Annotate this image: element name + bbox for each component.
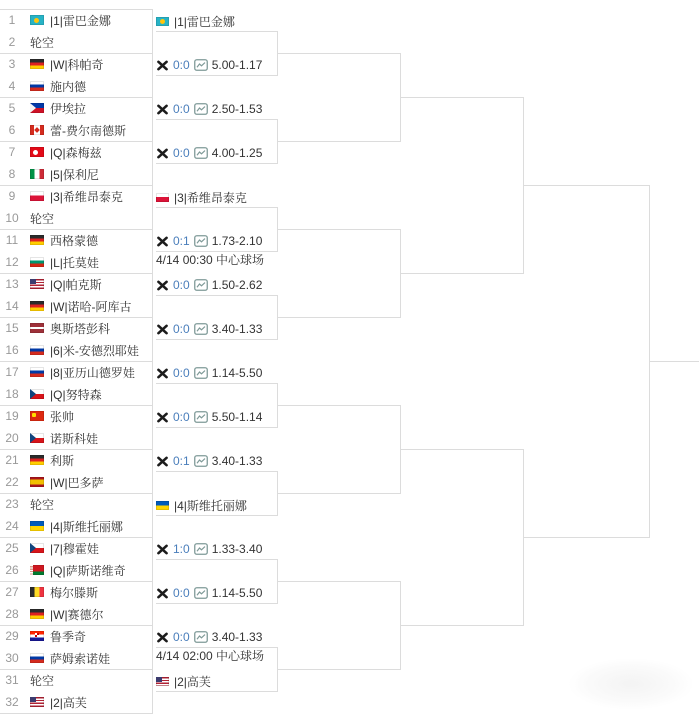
bracket-line [0,53,153,54]
bracket-advanced-player[interactable] [156,11,277,32]
draw-list-row[interactable] [0,603,152,625]
player-name: 张帅 [50,409,75,424]
row-number: 2 [8,35,16,49]
flag-icon-kz [30,15,44,25]
draw-list-row[interactable] [0,339,152,361]
player-name: 轮空 [30,35,55,50]
bracket-line [277,141,400,142]
match-score: 0:0 [173,278,190,292]
crossed-rackets-icon [156,543,169,556]
flag-icon-es [30,477,44,487]
bracket-match[interactable] [156,363,277,384]
player-name: |L|托莫娃 [50,255,99,270]
bracket-line [523,185,649,186]
flag-icon-de [30,609,44,619]
flag-icon-lv [30,323,44,333]
bracket-match[interactable] [156,275,277,296]
flag-icon-pl [156,193,169,202]
row-number: 18 [5,387,19,401]
match-score: 1:0 [173,542,190,556]
odds-history-chart-icon[interactable] [194,631,208,643]
match-odds: 3.40-1.33 [211,322,263,336]
bracket-match[interactable] [156,319,277,340]
draw-list-row[interactable] [0,537,152,559]
row-number: 19 [5,409,19,423]
row-number: 17 [5,365,19,379]
odds-history-chart-icon[interactable] [194,587,208,599]
match-score: 0:0 [173,102,190,116]
match-odds: 1.73-2.10 [211,234,263,248]
player-name: |Q|萨斯诺维奇 [50,563,126,578]
player-name: 奥斯塔彭科 [50,321,111,336]
bracket-line [0,97,153,98]
crossed-rackets-icon [156,631,169,644]
flag-icon-ua [156,501,169,510]
row-number: 23 [5,497,19,511]
draw-list-row[interactable] [0,625,152,647]
match-score: 0:1 [173,234,190,248]
draw-list-row[interactable] [0,581,152,603]
match-score: 0:0 [173,58,190,72]
player-name: |Q|努特森 [50,387,102,402]
row-number: 26 [5,563,19,577]
draw-list-row[interactable] [0,383,152,405]
flag-icon-cz [30,433,44,443]
odds-history-chart-icon[interactable] [194,411,208,423]
bracket-match[interactable] [156,451,277,472]
bracket-match[interactable] [156,99,277,120]
bracket-match[interactable] [156,583,277,604]
player-name: 鲁季奇 [50,629,87,644]
row-number: 21 [5,453,19,467]
player-name: |W|赛德尔 [50,607,104,622]
crossed-rackets-icon [156,147,169,160]
crossed-rackets-icon [156,411,169,424]
flag-icon-ph [30,103,44,113]
draw-list-row[interactable] [0,493,152,515]
crossed-rackets-icon [156,59,169,72]
draw-list-row[interactable] [0,141,152,163]
draw-list-row[interactable] [0,471,152,493]
player-name: |3|希维昂泰克 [50,189,123,204]
bracket-line [0,537,153,538]
row-number: 4 [8,79,16,93]
draw-list-row[interactable] [0,185,152,207]
match-odds: 3.40-1.33 [211,630,263,644]
draw-list-row[interactable] [0,31,152,53]
player-name: |W|巴多萨 [50,475,104,490]
row-number: 11 [5,233,19,247]
row-number: 14 [5,299,19,313]
player-name: 萨姆索诺娃 [50,651,111,666]
watermark [568,658,694,710]
bracket-line [0,141,153,142]
match-score: 0:0 [173,366,190,380]
row-number: 8 [8,167,16,181]
player-name: |W|诺哈-阿库古 [50,299,132,314]
bracket-line [277,581,400,582]
match-odds: 2.50-1.53 [211,102,263,116]
odds-history-chart-icon[interactable] [194,323,208,335]
draw-list-row[interactable] [0,75,152,97]
flag-icon-hr [30,631,44,641]
flag-icon-us [30,697,44,707]
match-odds: 4.00-1.25 [211,146,263,160]
player-name: 轮空 [30,211,55,226]
row-number: 3 [8,57,16,71]
row-number: 9 [8,189,16,203]
row-number: 20 [5,431,19,445]
flag-icon-de [30,59,44,69]
row-number: 5 [8,101,16,115]
flag-icon-it [30,169,44,179]
advanced-player-name: |1|雷巴金娜 [174,14,235,29]
bracket-line [649,361,699,362]
bracket-line [277,493,400,494]
match-odds: 3.40-1.33 [211,454,263,468]
crossed-rackets-icon [156,279,169,292]
player-name: |1|雷巴金娜 [50,13,111,28]
bracket-line [277,229,400,230]
flag-icon-ru [30,81,44,91]
match-schedule: 4/14 00:30 中心球场 [156,253,265,267]
bracket-line [400,273,523,274]
bracket-advanced-player[interactable] [156,671,277,692]
draw-list-row[interactable] [0,229,152,251]
bracket-match[interactable] [156,143,277,164]
match-odds: 1.50-2.62 [211,278,263,292]
odds-history-chart-icon[interactable] [194,543,208,555]
row-number: 24 [5,519,19,533]
bracket-line [277,669,400,670]
flag-icon-ru [30,345,44,355]
flag-icon-be [30,587,44,597]
odds-history-chart-icon[interactable] [194,279,208,291]
odds-history-chart-icon[interactable] [194,147,208,159]
player-name: |5|保利尼 [50,167,99,182]
flag-icon-ua [30,521,44,531]
draw-list-row[interactable] [0,53,152,75]
flag-icon-by [30,565,44,575]
row-number: 6 [8,123,16,137]
odds-history-chart-icon[interactable] [194,455,208,467]
bracket-line [523,537,649,538]
bracket-line [277,53,400,54]
flag-icon-cz [30,389,44,399]
match-odds: 1.14-5.50 [211,586,263,600]
player-name: |Q|森梅兹 [50,145,102,160]
bracket-line [0,317,153,318]
player-name: 伊埃拉 [50,101,87,116]
crossed-rackets-icon [156,323,169,336]
draw-list-row[interactable] [0,9,152,31]
match-odds: 1.33-3.40 [211,542,263,556]
flag-icon-us [30,279,44,289]
bracket-match[interactable] [156,407,277,428]
draw-list-row[interactable] [0,405,152,427]
player-name: 蕾-费尔南德斯 [50,123,126,138]
player-name: |Q|帕克斯 [50,277,102,292]
player-name: |2|高芙 [50,695,87,710]
flag-icon-de [30,235,44,245]
draw-list-row[interactable] [0,427,152,449]
bracket-line [277,317,400,318]
player-name: |6|米-安德烈耶娃 [50,343,139,358]
advanced-player-name: |4|斯维托丽娜 [174,498,247,513]
crossed-rackets-icon [156,367,169,380]
draw-list-row[interactable] [0,273,152,295]
crossed-rackets-icon [156,235,169,248]
advanced-player-name: |3|希维昂泰克 [174,190,247,205]
row-number: 15 [5,321,19,335]
row-number: 29 [5,629,19,643]
bracket-match[interactable] [156,539,277,560]
flag-icon-tr [30,147,44,157]
bracket-advanced-player[interactable] [156,187,277,208]
row-number: 27 [5,585,19,599]
bracket-line [0,273,153,274]
draw-list-row[interactable] [0,119,152,141]
player-name: |7|穆霍娃 [50,541,99,556]
draw-list-row[interactable] [0,449,152,471]
odds-history-chart-icon[interactable] [194,235,208,247]
player-name: 梅尔滕斯 [50,585,99,600]
draw-list-row[interactable] [0,647,152,669]
flag-icon-cz [30,543,44,553]
draw-list-row[interactable] [0,691,152,713]
draw-list-row[interactable] [0,559,152,581]
player-name: 施内德 [50,79,87,94]
flag-icon-de [30,455,44,465]
player-name: |8|亚历山德罗娃 [50,365,135,380]
match-score: 0:0 [173,410,190,424]
match-odds: 5.50-1.14 [211,410,263,424]
draw-list-row[interactable] [0,669,152,691]
player-name: |W|科帕奇 [50,57,104,72]
bracket-line [0,669,153,670]
player-name: 利斯 [50,453,75,468]
draw-list-row[interactable] [0,361,152,383]
match-score: 0:0 [173,586,190,600]
match-score: 0:1 [173,454,190,468]
flag-icon-us [156,677,169,686]
row-number: 25 [5,541,19,555]
player-name: 轮空 [30,497,55,512]
row-number: 31 [5,673,19,687]
flag-icon-pl [30,191,44,201]
row-number: 32 [5,695,19,709]
bracket-line [0,449,153,450]
match-score: 0:0 [173,322,190,336]
flag-icon-kz [156,17,169,26]
row-number: 10 [5,211,19,225]
bracket-match[interactable] [156,55,277,76]
flag-icon-de [30,301,44,311]
bracket-line [400,625,523,626]
draw-list-row[interactable] [0,251,152,273]
advanced-player-name: |2|高芙 [174,674,211,689]
bracket-line [0,493,153,494]
odds-history-chart-icon[interactable] [194,367,208,379]
match-score: 0:0 [173,630,190,644]
match-odds: 5.00-1.17 [211,58,263,72]
crossed-rackets-icon [156,587,169,600]
bracket-line [277,405,400,406]
row-number: 7 [8,145,16,159]
bracket-line [0,229,153,230]
row-number: 1 [8,13,16,27]
bracket-line [400,97,523,98]
bracket-line [0,713,153,714]
flag-icon-ru [30,653,44,663]
crossed-rackets-icon [156,103,169,116]
player-name: |4|斯维托丽娜 [50,519,123,534]
match-score: 0:0 [173,146,190,160]
row-number: 28 [5,607,19,621]
bracket-line [0,9,153,10]
player-name: 诺斯科娃 [50,431,99,446]
flag-icon-ru [30,367,44,377]
row-number: 30 [5,651,19,665]
odds-history-chart-icon[interactable] [194,59,208,71]
bracket-match[interactable] [156,627,277,648]
match-odds: 1.14-5.50 [211,366,263,380]
flag-icon-cn [30,411,44,421]
flag-icon-bg [30,257,44,267]
bracket-advanced-player[interactable] [156,495,277,516]
draw-list-row[interactable] [0,97,152,119]
draw-list-row[interactable] [0,295,152,317]
bracket-match[interactable] [156,231,277,252]
bracket-line [0,361,153,362]
crossed-rackets-icon [156,455,169,468]
odds-history-chart-icon[interactable] [194,103,208,115]
draw-list-row[interactable] [0,515,152,537]
flag-icon-ca [30,125,44,135]
row-number: 13 [5,277,19,291]
draw-list-row[interactable] [0,207,152,229]
bracket-line [0,185,153,186]
bracket-line [400,449,523,450]
player-name: 西格蒙德 [50,233,99,248]
row-number: 22 [5,475,19,489]
bracket-line [0,625,153,626]
row-number: 12 [5,255,19,269]
bracket-line [0,405,153,406]
bracket-line [0,581,153,582]
draw-list-row[interactable] [0,317,152,339]
player-name: 轮空 [30,673,55,688]
draw-list-row[interactable] [0,163,152,185]
match-schedule: 4/14 02:00 中心球场 [156,649,265,663]
row-number: 16 [5,343,19,357]
